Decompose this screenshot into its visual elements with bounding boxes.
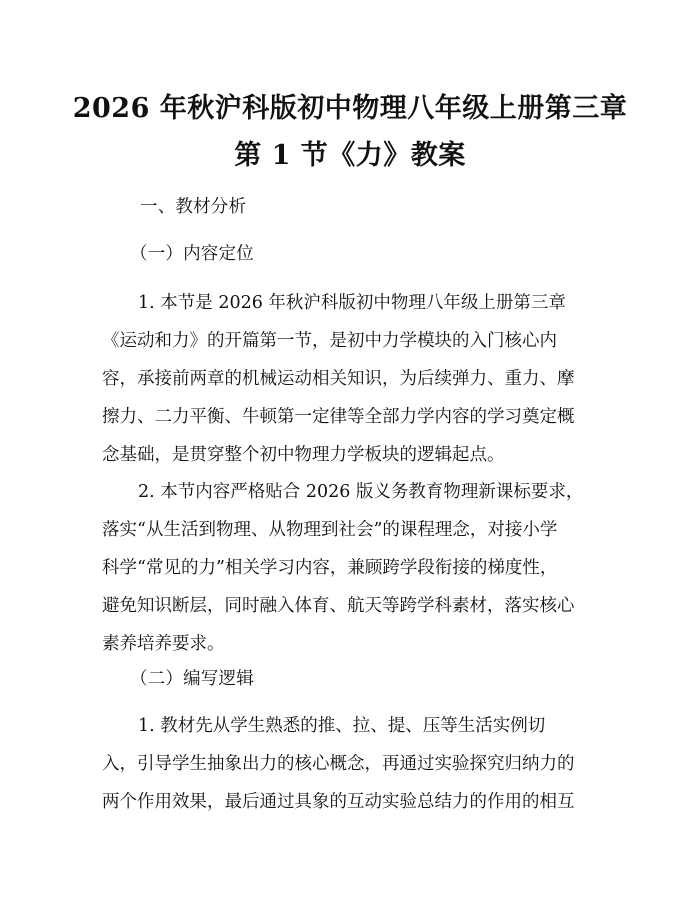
- paragraph-line: 念基础，是贯穿整个初中物理力学板块的逻辑起点。: [102, 445, 505, 465]
- paragraph-line: 两个作用效果，最后通过具象的互动实验总结力的作用的相互: [102, 792, 575, 812]
- paragraph-3: [102, 707, 602, 821]
- section-heading-textbook-analysis: 一、教材分析: [140, 197, 247, 217]
- paragraph-line: 素养培养要求。: [102, 634, 225, 654]
- paragraph-line: 容，承接前两章的机械运动相关知识，为后续弹力、重力、摩: [102, 369, 575, 389]
- paragraph-1: [102, 284, 602, 474]
- subsection-heading-content-positioning: （一）内容定位: [130, 244, 254, 264]
- paragraph-line: 避免知识断层，同时融入体育、航天等跨学科素材，落实核心: [102, 596, 575, 616]
- subsection-heading-writing-logic: （二）编写逻辑: [130, 669, 254, 689]
- paragraph-line: 2. 本节内容严格贴合 2026 版义务教育物理新课标要求，: [138, 482, 584, 502]
- paragraph-line: 落实“从生活到物理、从物理到社会”的课程理念，对接小学: [102, 520, 558, 540]
- paragraph-line: 入，引导学生抽象出力的核心概念，再通过实验探究归纳力的: [102, 754, 575, 774]
- document-title-line-2: 第 1 节《力》教案: [234, 140, 466, 171]
- paragraph-line: 1. 本节是 2026 年秋沪科版初中物理八年级上册第三章: [138, 293, 566, 313]
- paragraph-line: 科学“常见的力”相关学习内容，兼顾跨学段衔接的梯度性，: [102, 558, 558, 578]
- document-title-line-1: 2026 年秋沪科版初中物理八年级上册第三章: [72, 93, 628, 124]
- paragraph-line: 1. 教材先从学生熟悉的推、拉、提、压等生活实例切: [138, 716, 546, 736]
- paragraph-line: 擦力、二力平衡、牛顿第一定律等全部力学内容的学习奠定概: [102, 407, 575, 427]
- paragraph-line: 《运动和力》的开篇第一节，是初中力学模块的入门核心内: [102, 331, 557, 351]
- paragraph-2: [102, 473, 602, 663]
